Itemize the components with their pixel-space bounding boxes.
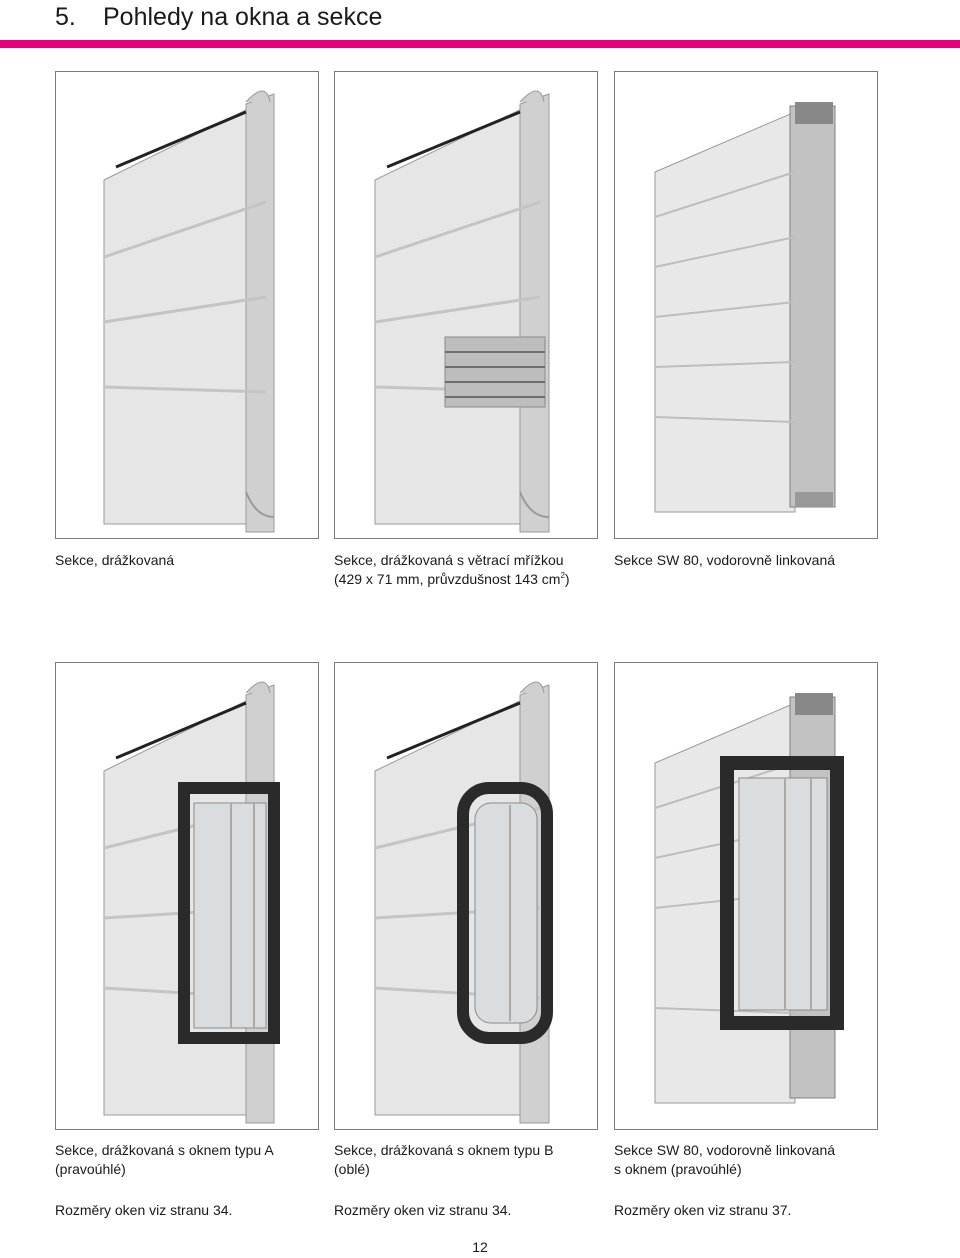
grooved-section-window-type-a-illustration xyxy=(56,663,318,1129)
section-number: 5. xyxy=(55,3,76,31)
caption-line: Sekce, drážkovaná xyxy=(55,552,175,568)
panel-caption-grooved xyxy=(55,551,325,570)
panel-image-window-a xyxy=(55,662,319,1130)
caption-line: (429 x 71 mm, průvzdušnost 143 $cm^2$) xyxy=(334,571,570,587)
panel-image-grooved xyxy=(55,71,319,539)
panel-image-window-b xyxy=(334,662,598,1130)
grooved-section-window-type-b-illustration xyxy=(335,663,597,1129)
grooved-section-with-vent-grille-illustration xyxy=(335,72,597,538)
dimension-reference-note: Rozměry oken viz stranu 34. xyxy=(334,1202,512,1218)
caption-line: Sekce, drážkovaná s oknem typu A xyxy=(55,1142,274,1158)
panel-image-sw80 xyxy=(614,71,878,539)
caption-line: s oknem (pravoúhlé) xyxy=(614,1161,742,1177)
panel-caption-window-b xyxy=(334,1141,604,1179)
panel-image-vent xyxy=(334,71,598,539)
sw80-horizontally-lined-section-illustration xyxy=(615,72,877,538)
caption-line: Sekce SW 80, vodorovně linkovaná xyxy=(614,552,836,568)
caption-line: Sekce, drážkovaná s větrací mřížkou xyxy=(334,552,564,568)
page-heading xyxy=(55,2,382,32)
sw80-lined-section-window-illustration xyxy=(615,663,877,1129)
caption-line: (pravoúhlé) xyxy=(55,1161,126,1177)
caption-line: (oblé) xyxy=(334,1161,370,1177)
caption-line: Sekce SW 80, vodorovně linkovaná xyxy=(614,1142,836,1158)
caption-line: Sekce, drážkovaná s oknem typu B xyxy=(334,1142,554,1158)
section-title: Pohledy na okna a sekce xyxy=(103,3,383,31)
panel-caption-sw80-window xyxy=(614,1141,884,1179)
panel-caption-window-a xyxy=(55,1141,325,1179)
panel-image-sw80-window xyxy=(614,662,878,1130)
grooved-section-illustration xyxy=(56,72,318,538)
panel-caption-sw80 xyxy=(614,551,884,570)
panel-caption-vent xyxy=(334,551,604,589)
dimension-reference-note: Rozměry oken viz stranu 37. xyxy=(614,1202,792,1218)
heading-accent-bar xyxy=(0,40,960,48)
dimension-reference-note: Rozměry oken viz stranu 34. xyxy=(55,1202,233,1218)
page-number: 12 xyxy=(472,1239,488,1255)
